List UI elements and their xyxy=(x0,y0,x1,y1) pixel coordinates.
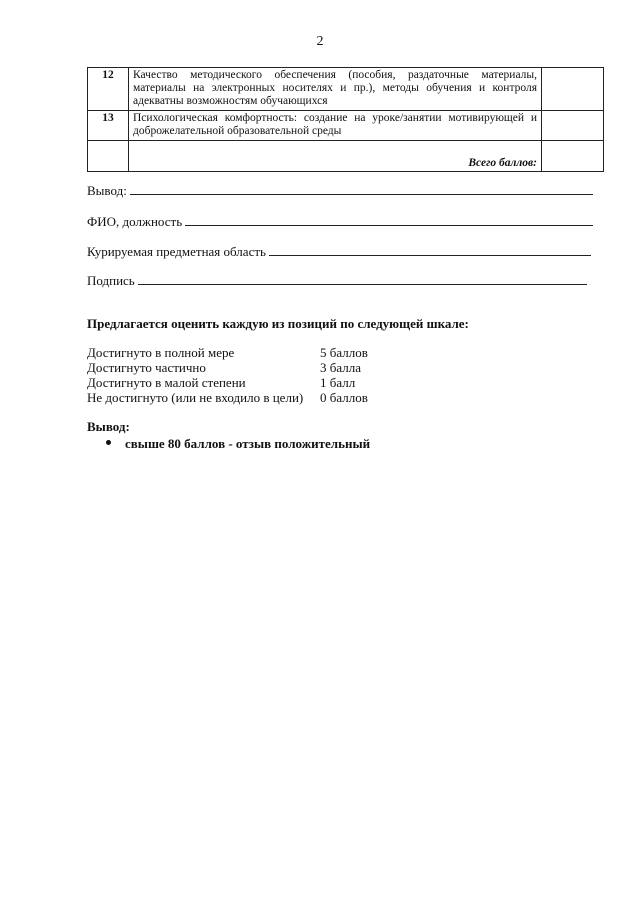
name-position-label: ФИО, должность xyxy=(87,214,183,229)
scale-item xyxy=(87,390,368,405)
name-position-blank-line xyxy=(185,214,593,226)
criterion-number: 13 xyxy=(88,111,129,141)
scale-item-label: Достигнуто в малой степени xyxy=(87,375,246,390)
subject-area-field xyxy=(87,244,591,260)
conclusion-field xyxy=(87,183,593,199)
scale-item-points: 5 баллов xyxy=(320,345,368,360)
conclusion-blank-line xyxy=(130,183,593,195)
bullet-icon xyxy=(106,440,111,445)
scale-item-label: Достигнуто частично xyxy=(87,360,206,375)
criterion-number: 12 xyxy=(88,68,129,111)
total-label: Всего баллов: xyxy=(129,141,542,172)
score-cell xyxy=(542,111,604,141)
conclusion-label: Вывод: xyxy=(87,183,127,198)
page-number: 2 xyxy=(316,34,324,49)
signature-blank-line xyxy=(138,273,587,285)
table-row xyxy=(88,111,604,141)
table-row xyxy=(88,68,604,111)
total-row xyxy=(88,141,604,172)
total-score-cell xyxy=(542,141,604,172)
criterion-text: Качество методического обеспечения (пособия, раздаточные материалы, материалы на электронных носителях и пр.), методы обучения и контроля адекватны возможностям обучающихся xyxy=(129,68,542,111)
subject-area-label: Курируемая предметная область xyxy=(87,244,266,259)
total-number-cell xyxy=(88,141,129,172)
scale-list xyxy=(87,345,368,405)
signature-label: Подпись xyxy=(87,273,135,288)
scale-item-points: 1 балл xyxy=(320,375,356,390)
scale-item-points: 0 баллов xyxy=(320,390,368,405)
verdict-item xyxy=(106,436,370,452)
signature-field xyxy=(87,273,587,289)
scale-item-points: 3 балла xyxy=(320,360,361,375)
scale-item-label: Не достигнуто (или не входило в цели) xyxy=(87,390,304,405)
verdict-item-text: свыше 80 баллов - отзыв положительный xyxy=(125,436,371,451)
criteria-table xyxy=(87,67,604,172)
scale-item xyxy=(87,345,368,360)
scale-item xyxy=(87,360,368,375)
subject-area-blank-line xyxy=(269,244,591,256)
verdict-title: Вывод: xyxy=(87,419,130,434)
criterion-text: Психологическая комфортность: создание на уроке/занятии мотивирующей и доброжелательной образовательной среды xyxy=(129,111,542,141)
scale-item-label: Достигнуто в полной мере xyxy=(87,345,235,360)
name-position-field xyxy=(87,214,593,230)
score-cell xyxy=(542,68,604,111)
scale-item xyxy=(87,375,368,390)
scale-title: Предлагается оценить каждую из позиций по следующей шкале: xyxy=(87,316,469,331)
